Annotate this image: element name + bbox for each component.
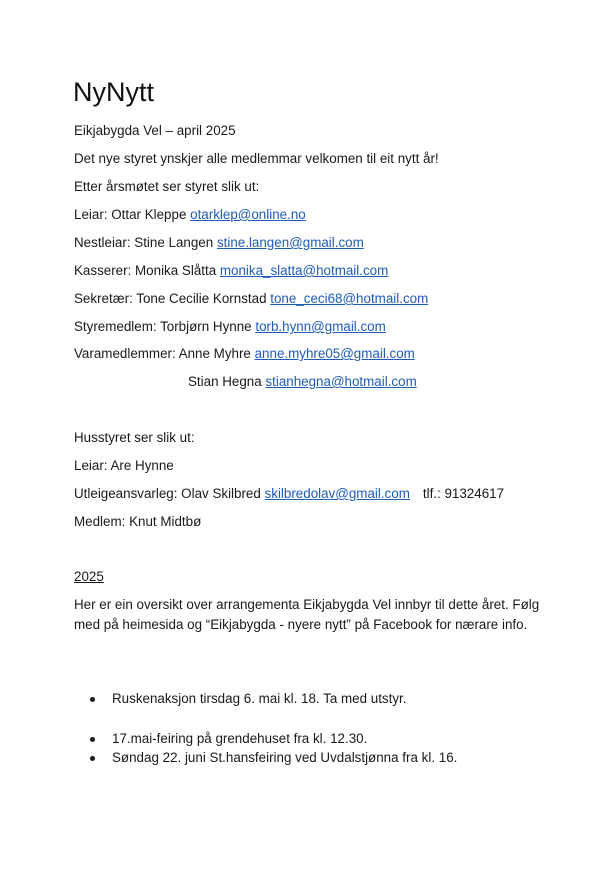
board-member-label: Varamedlemmer: Anne Myhre — [74, 346, 255, 361]
board-member-leader — [74, 206, 306, 224]
bullet-icon — [90, 737, 95, 742]
phone-number: tlf.: 91324617 — [422, 486, 505, 501]
house-rental-label: Utleigeansvarleg: Olav Skilbred — [74, 486, 265, 501]
email-link[interactable]: torb.hynn@gmail.com — [255, 319, 386, 334]
board-intro: Etter årsmøtet ser styret slik ut: — [74, 179, 260, 194]
house-member: Medlem: Knut Midtbø — [74, 514, 202, 529]
house-leader: Leiar: Are Hynne — [74, 458, 174, 473]
welcome-text: Det nye styret ynskjer alle medlemmar velkomen til eit nytt år! — [74, 151, 439, 166]
board-member-label: Nestleiar: Stine Langen — [74, 235, 217, 250]
email-link[interactable]: anne.myhre05@gmail.com — [254, 346, 415, 361]
event-text: Søndag 22. juni St.hansfeiring ved Uvdalstjønna fra kl. 16. — [112, 750, 458, 765]
board-member-substitute-1 — [74, 345, 415, 363]
year-heading: 2025 — [74, 569, 104, 584]
bullet-icon — [90, 756, 95, 761]
board-member-substitute-2 — [188, 373, 417, 391]
board-member-deputy — [74, 234, 364, 252]
board-member-label: Sekretær: Tone Cecilie Kornstad — [74, 291, 271, 306]
event-text: Ruskenaksjon tirsdag 6. mai kl. 18. Ta med utstyr. — [112, 691, 407, 706]
email-link[interactable]: skilbredolav@gmail.com — [264, 486, 410, 501]
bullet-icon — [90, 697, 95, 702]
email-link[interactable]: stianhegna@hotmail.com — [265, 374, 417, 389]
board-member-label: Leiar: Ottar Kleppe — [74, 207, 191, 222]
board-member-label: Styremedlem: Torbjørn Hynne — [74, 319, 256, 334]
email-link[interactable]: stine.langen@gmail.com — [216, 235, 364, 250]
page-title: NyNytt — [73, 77, 154, 107]
email-link[interactable]: otarklep@online.no — [190, 207, 306, 222]
house-board-intro: Husstyret ser slik ut: — [74, 430, 195, 445]
board-member-label: Stian Hegna — [188, 374, 266, 389]
house-rental-manager — [74, 485, 504, 503]
events-intro: Her er ein oversikt over arrangementa Eikjabygda Vel innbyr til dette året. Følg med på heimesida og “Eikjabygda - nyere nytt” på Facebook for nærare info. — [74, 597, 540, 632]
board-member-secretary — [74, 290, 428, 308]
subtitle: Eikjabygda Vel – april 2025 — [74, 123, 236, 138]
board-member-member — [74, 318, 386, 336]
event-text: 17.mai-feiring på grendehuset fra kl. 12.30. — [112, 731, 368, 746]
email-link[interactable]: monika_slatta@hotmail.com — [219, 263, 389, 278]
email-link[interactable]: tone_ceci68@hotmail.com — [270, 291, 429, 306]
board-member-treasurer — [74, 262, 388, 280]
board-member-label: Kasserer: Monika Slåtta — [74, 263, 220, 278]
